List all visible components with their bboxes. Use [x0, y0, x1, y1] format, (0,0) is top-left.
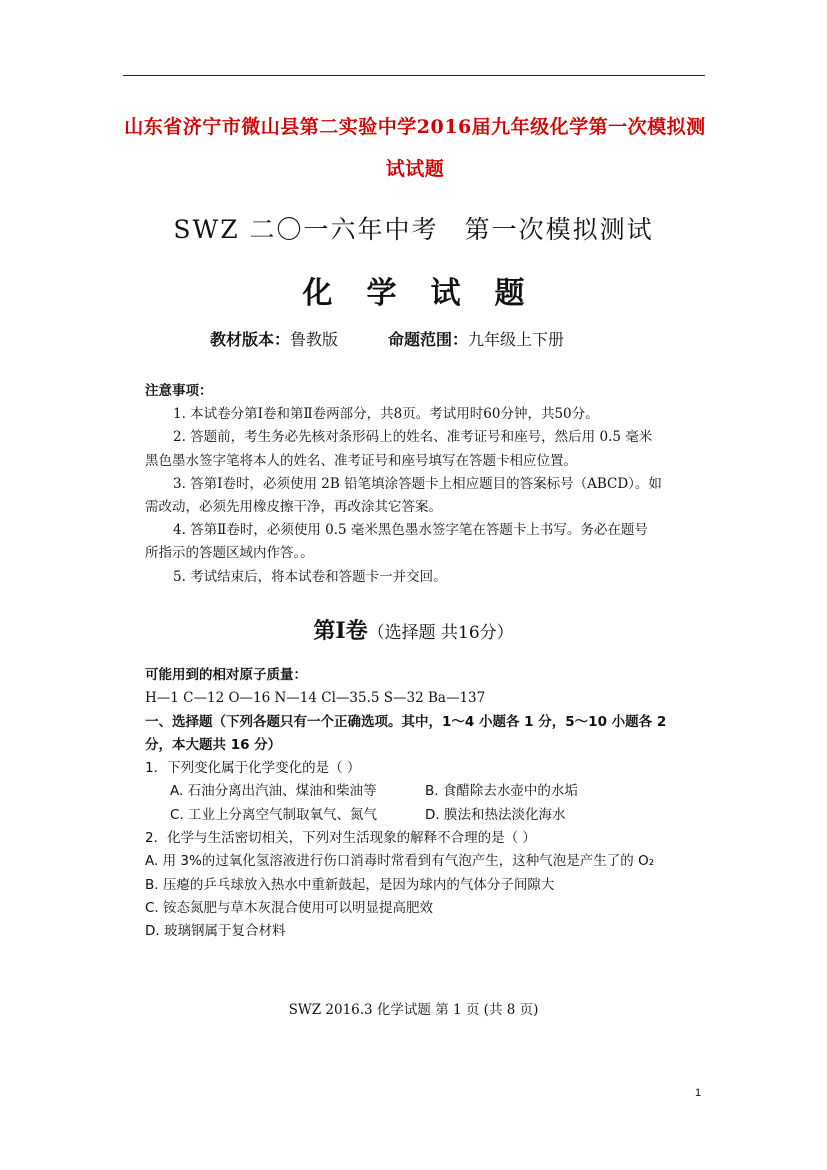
instruction-line: 1. 本试卷分第Ⅰ卷和第Ⅱ卷两部分，共8页。考试用时60分钟，共50分。: [173, 406, 599, 423]
question-1-option-b: B. 食醋除去水壶中的水垢: [425, 783, 578, 800]
instructions-heading: 注意事项：: [145, 383, 213, 399]
question-2-option-c: C. 铵态氮肥与草木灰混合使用可以明显提高肥效: [145, 899, 434, 916]
question-1-stem: 1．下列变化属于化学变化的是（ ）: [145, 760, 361, 777]
question-2-option-d: D. 玻璃钢属于复合材料: [145, 923, 286, 940]
exam-meta: [210, 327, 564, 350]
part-heading: [0, 614, 827, 645]
document-title-line1: 山东省济宁市微山县第二实验中学2016届九年级化学第一次模拟测: [124, 116, 706, 138]
subject-title: 化学试题: [302, 276, 559, 311]
scope-label: 命题范围：: [388, 330, 469, 349]
part-title: 第Ⅰ卷: [313, 618, 368, 644]
question-1-option-a: A. 石油分离出汽油、煤油和柴油等: [170, 783, 377, 800]
question-2-stem: 2．化学与生活密切相关，下列对生活现象的解释不合理的是（ ）: [145, 830, 536, 847]
instructions: [145, 380, 690, 589]
exam-heading-left: SWZ 二〇一六年中考: [173, 215, 439, 244]
question-1-option-d: D. 膜法和热法淡化海水: [425, 806, 566, 823]
header-rule: [123, 75, 705, 76]
exam-heading-right: 第一次模拟测试: [464, 215, 654, 244]
instruction-line: 3. 答第Ⅰ卷时，必须使用 2B 铅笔填涂答题卡上相应题目的答案标号（ABCD）。如: [173, 475, 662, 492]
instruction-line: 所指示的答题区域内作答。。: [145, 545, 314, 562]
question-1-option-c: C. 工业上分离空气制取氧气、氮气: [170, 806, 378, 823]
scope-value: 九年级上下册: [468, 330, 565, 349]
page-number: 1: [695, 1087, 702, 1099]
part-subtitle: （选择题 共16分）: [367, 623, 514, 643]
question-2-option-b: B. 压瘪的乒乓球放入热水中重新鼓起，是因为球内的气体分子间隙大: [145, 876, 555, 893]
exam-heading: [0, 210, 827, 246]
question-1-options-row1: [145, 780, 685, 803]
question-1-options-row2: [145, 804, 685, 827]
atomic-mass-values: H—1 C—12 O—16 N—14 Cl—35.5 S—32 Ba—137: [145, 690, 486, 707]
section-instruction-cont: 分，本大题共 16 分）: [145, 736, 282, 753]
page-footer: SWZ 2016.3 化学试题 第 1 页 (共 8 页): [288, 1002, 539, 1018]
edition-value: 鲁教版: [290, 330, 339, 349]
question-2-option-a: A. 用 3%的过氧化氢溶液进行伤口消毒时常看到有气泡产生，这种气泡是产生了的 O₂: [145, 853, 655, 870]
document-title-line2: 试试题: [385, 158, 445, 180]
instruction-line: 4. 答第Ⅱ卷时，必须使用 0.5 毫米黑色墨水签字笔在答题卡上书写。务必在题号: [173, 522, 648, 539]
instruction-line: 黑色墨水签字笔将本人的姓名、准考证号和座号填写在答题卡相应位置。: [145, 452, 577, 469]
instruction-line: 需改动，必须先用橡皮擦干净，再改涂其它答案。: [145, 499, 442, 516]
question-section: [145, 664, 685, 944]
edition-label: 教材版本：: [210, 330, 291, 349]
section-instruction: 一、选择题（下列各题只有一个正确选项。其中，1～4 小题各 1 分，5～10 小题各 2: [145, 713, 667, 730]
instruction-line: 5. 考试结束后，将本试卷和答题卡一并交回。: [173, 568, 447, 585]
atomic-mass-heading: 可能用到的相对原子质量：: [145, 667, 307, 683]
instruction-line: 2. 答题前，考生务必先核对条形码上的姓名、准考证号和座号，然后用 0.5 毫米: [173, 429, 653, 446]
